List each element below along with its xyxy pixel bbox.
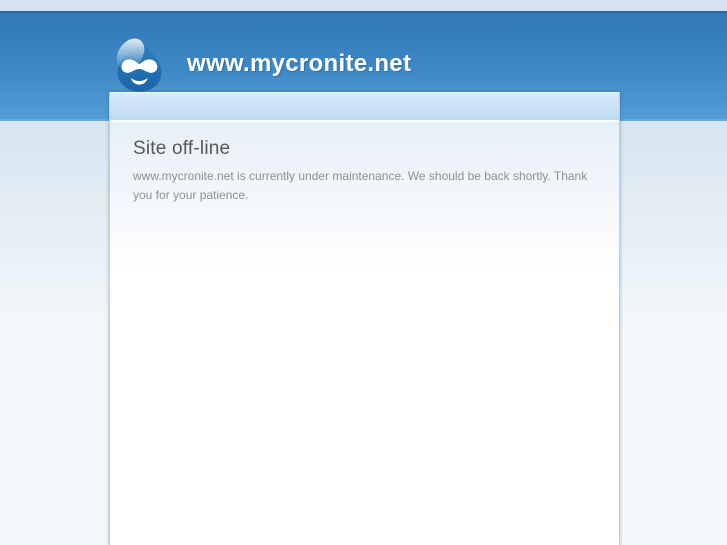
panel-body bbox=[110, 122, 619, 545]
drupal-droplet-icon bbox=[111, 29, 168, 93]
maintenance-message: www.mycronite.net is currently under maintenance. We should be back shortly. Thank you for your patience. bbox=[133, 169, 588, 202]
content-panel bbox=[109, 92, 620, 545]
site-logo-link[interactable] bbox=[111, 29, 168, 93]
top-strip bbox=[0, 0, 727, 11]
offline-heading: Site off-line bbox=[133, 138, 231, 159]
panel-header-strip bbox=[110, 92, 619, 122]
site-name-link[interactable]: www.mycronite.net bbox=[187, 50, 412, 77]
